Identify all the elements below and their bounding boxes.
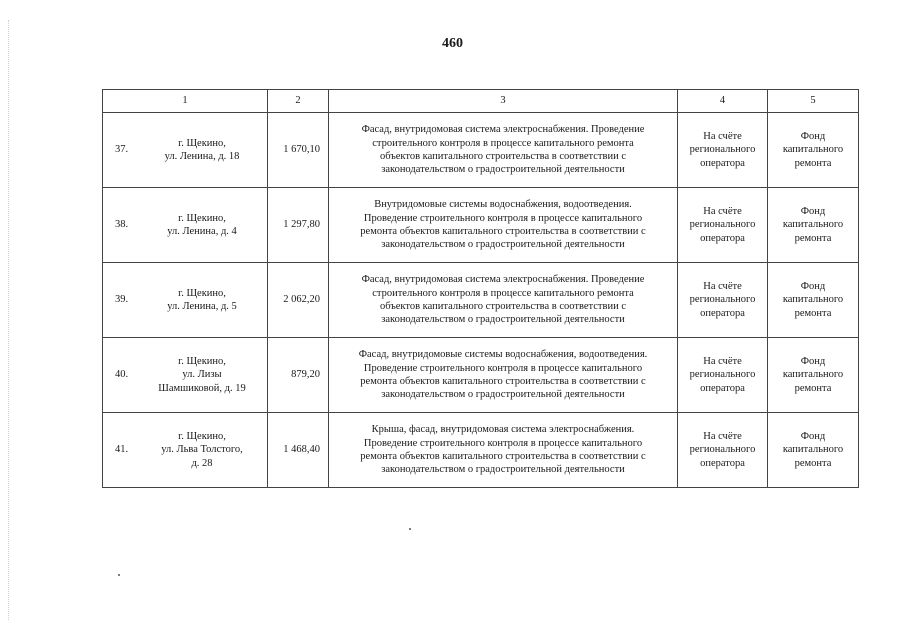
column-header: 3 (329, 90, 678, 113)
header-row (103, 90, 859, 113)
account-type: На счёте регионального оператора (678, 113, 768, 188)
row-number: 40. (115, 369, 129, 381)
account-type: На счёте регионального оператора (678, 263, 768, 338)
work-description: Фасад, внутридомовые системы водоснабжения, водоотведения. Проведение строительного контроля в процессе капитального ремонта объектов капитального строительства в соответствии с законодательством о градостроительной деятельности (329, 338, 678, 413)
funding-source: Фонд капитального ремонта (768, 113, 859, 188)
address-cell (103, 338, 268, 413)
work-description: Крыша, фасад, внутридомовая система электроснабжения. Проведение строительного контроля в процессе капитального ремонта объектов капитального строительства в соответствии с законодательством о градостроительной деятельности (329, 413, 678, 488)
capital-repair-table (102, 89, 859, 488)
address: г. Щекино, ул. Льва Толстого, д. 28 (161, 430, 243, 469)
funding-source: Фонд капитального ремонта (768, 263, 859, 338)
account-type: На счёте регионального оператора (678, 413, 768, 488)
address-cell (103, 263, 268, 338)
address: г. Щекино, ул. Ленина, д. 4 (167, 212, 237, 237)
scan-margin-marks (8, 20, 10, 620)
work-description: Внутридомовые системы водоснабжения, водоотведения. Проведение строительного контроля в процессе капитального ремонта объектов капитального строительства в соответствии с законодательством о градостроительной деятельности (329, 188, 678, 263)
table-row (103, 263, 859, 338)
funding-source: Фонд капитального ремонта (768, 188, 859, 263)
address-cell (103, 188, 268, 263)
work-description: Фасад, внутридомовая система электроснабжения. Проведение строительного контроля в процессе капитального ремонта объектов капитального строительства в соответствии с законодательством о градостроительной деятельности (329, 113, 678, 188)
scan-speck (118, 574, 120, 576)
area-value: 2 062,20 (268, 263, 329, 338)
table-row (103, 413, 859, 488)
address-cell (103, 413, 268, 488)
column-header: 2 (268, 90, 329, 113)
address: г. Щекино, ул. Ленина, д. 18 (164, 137, 240, 162)
table-row (103, 338, 859, 413)
row-number: 37. (115, 144, 129, 156)
work-description: Фасад, внутридомовая система электроснабжения. Проведение строительного контроля в процессе капитального ремонта объектов капитального строительства в соответствии с законодательством о градостроительной деятельности (329, 263, 678, 338)
area-value: 1 670,10 (268, 113, 329, 188)
table-row (103, 113, 859, 188)
row-number: 39. (115, 294, 129, 306)
area-value: 879,20 (268, 338, 329, 413)
account-type: На счёте регионального оператора (678, 338, 768, 413)
table-row (103, 188, 859, 263)
page-number: 460 (442, 36, 463, 51)
address: г. Щекино, ул. Лизы Шамшиковой, д. 19 (158, 355, 246, 394)
address-cell (103, 113, 268, 188)
row-number: 41. (115, 444, 129, 456)
row-number: 38. (115, 219, 129, 231)
column-header: 1 (103, 90, 268, 113)
funding-source: Фонд капитального ремонта (768, 413, 859, 488)
column-header: 4 (678, 90, 768, 113)
area-value: 1 468,40 (268, 413, 329, 488)
address: г. Щекино, ул. Ленина, д. 5 (167, 287, 237, 312)
scan-speck (409, 528, 411, 530)
funding-source: Фонд капитального ремонта (768, 338, 859, 413)
area-value: 1 297,80 (268, 188, 329, 263)
account-type: На счёте регионального оператора (678, 188, 768, 263)
column-header: 5 (768, 90, 859, 113)
